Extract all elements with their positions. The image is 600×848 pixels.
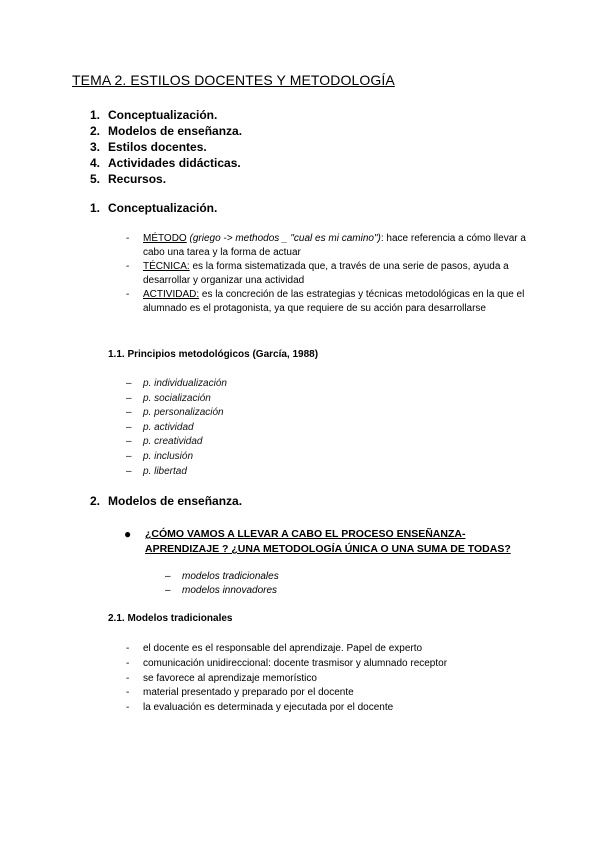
dash-marker: - xyxy=(126,657,130,669)
page-title: TEMA 2. ESTILOS DOCENTES Y METODOLOGÍA xyxy=(72,72,395,88)
section-title: Modelos de enseñanza. xyxy=(108,494,243,508)
list-item-text: p. actividad xyxy=(143,421,194,433)
toc-number: 1. xyxy=(90,108,101,122)
toc-label: Recursos. xyxy=(108,172,167,186)
list-item-text: material presentado y preparado por el docente xyxy=(143,687,354,699)
list-item xyxy=(126,642,447,657)
list-item xyxy=(126,672,447,687)
toc-label: Actividades didácticas. xyxy=(108,156,241,170)
dash-marker: – xyxy=(126,465,132,477)
list-item xyxy=(126,465,227,480)
list-item xyxy=(165,584,279,598)
toc-number: 3. xyxy=(90,140,101,154)
list-item-text: p. inclusión xyxy=(143,450,194,462)
list-item-text: la evaluación es determinada y ejecutada por el docente xyxy=(143,702,394,714)
dash-marker: – xyxy=(165,571,171,582)
definition-note: (griego -> methodos _ "cual es mi camino") xyxy=(186,233,381,244)
list-item xyxy=(126,421,227,436)
dash-marker: - xyxy=(126,702,130,714)
dash-marker: – xyxy=(126,421,132,433)
bullet-icon: ● xyxy=(124,527,132,541)
dash-marker: – xyxy=(126,436,132,448)
definitions-list xyxy=(126,232,526,316)
subsection-2-1-heading: 2.1. Modelos tradicionales xyxy=(108,613,233,624)
dash-marker: – xyxy=(126,392,132,404)
list-item xyxy=(126,701,447,716)
definition-text: es la forma sistematizada que, a través de una serie de pasos, ayuda a desarrollar y organizar una actividad xyxy=(143,261,509,286)
list-item xyxy=(126,392,227,407)
toc-label: Conceptualización. xyxy=(108,108,218,122)
table-of-contents xyxy=(90,107,242,187)
list-item-text: p. personalización xyxy=(143,407,224,419)
dash-marker: – xyxy=(126,450,132,462)
section2-heading xyxy=(90,494,242,508)
dash-marker: - xyxy=(126,687,130,699)
section-number: 1. xyxy=(90,201,101,215)
dash-marker: - xyxy=(126,233,130,244)
toc-number: 2. xyxy=(90,124,101,138)
principles-list xyxy=(126,377,227,479)
dash-marker: - xyxy=(126,261,130,272)
section1-heading xyxy=(90,201,217,215)
definition-term: ACTIVIDAD: xyxy=(143,289,200,300)
toc-label: Modelos de enseñanza. xyxy=(108,124,243,138)
list-item-text: p. individualización xyxy=(143,378,227,389)
toc-item xyxy=(90,155,242,171)
list-item xyxy=(126,377,227,392)
dash-marker: - xyxy=(126,643,130,654)
list-item xyxy=(126,406,227,421)
list-item xyxy=(126,435,227,450)
subsection-1-1-heading: 1.1. Principios metodológicos (García, 1988) xyxy=(108,349,319,360)
list-item-text: modelos innovadores xyxy=(182,585,278,596)
definition-term: TÉCNICA: xyxy=(143,261,190,272)
dash-marker: – xyxy=(126,378,132,389)
section-title: Conceptualización. xyxy=(108,201,218,215)
traditional-list xyxy=(126,642,447,716)
toc-number: 4. xyxy=(90,156,101,170)
list-item-text: comunicación unidireccional: docente trasmisor y alumnado receptor xyxy=(143,657,448,669)
definition-item xyxy=(126,288,526,316)
list-item-text: p. socialización xyxy=(143,392,211,404)
definition-text: es la concreción de las estrategias y técnicas metodológicas en la que el alumnado es el protagonista, ya que requiere de su acción para desarrollarse xyxy=(143,289,525,314)
list-item xyxy=(126,686,447,701)
list-item-text: p. libertad xyxy=(143,465,187,477)
dash-marker: - xyxy=(126,672,130,684)
dash-marker: – xyxy=(126,407,132,419)
question-bullet xyxy=(126,527,516,557)
list-item-text: el docente es el responsable del aprendizaje. Papel de experto xyxy=(143,643,423,654)
toc-item xyxy=(90,107,242,123)
definition-text: : hace referencia a cómo llevar a cabo una tarea y la forma de actuar xyxy=(143,233,526,258)
list-item xyxy=(126,450,227,465)
toc-item xyxy=(90,123,242,139)
list-item-text: modelos tradicionales xyxy=(182,571,279,582)
question-text: ¿CÓMO VAMOS A LLEVAR A CABO EL PROCESO ENSEÑANZA-APRENDIZAJE ? ¿UNA METODOLOGÍA ÚNICA O UNA SUMA DE TODAS? xyxy=(145,528,511,555)
list-item-text: se favorece al aprendizaje memorístico xyxy=(143,672,317,684)
toc-item xyxy=(90,171,242,187)
section-number: 2. xyxy=(90,494,101,508)
list-item xyxy=(126,657,447,672)
definition-term: MÉTODO xyxy=(143,233,187,244)
definition-item xyxy=(126,232,526,260)
toc-number: 5. xyxy=(90,172,101,186)
models-list xyxy=(165,570,279,598)
toc-item xyxy=(90,139,242,155)
dash-marker: - xyxy=(126,289,130,300)
toc-label: Estilos docentes. xyxy=(108,140,207,154)
list-item-text: p. creatividad xyxy=(143,436,203,448)
list-item xyxy=(165,570,279,584)
dash-marker: – xyxy=(165,585,171,596)
definition-item xyxy=(126,260,526,288)
